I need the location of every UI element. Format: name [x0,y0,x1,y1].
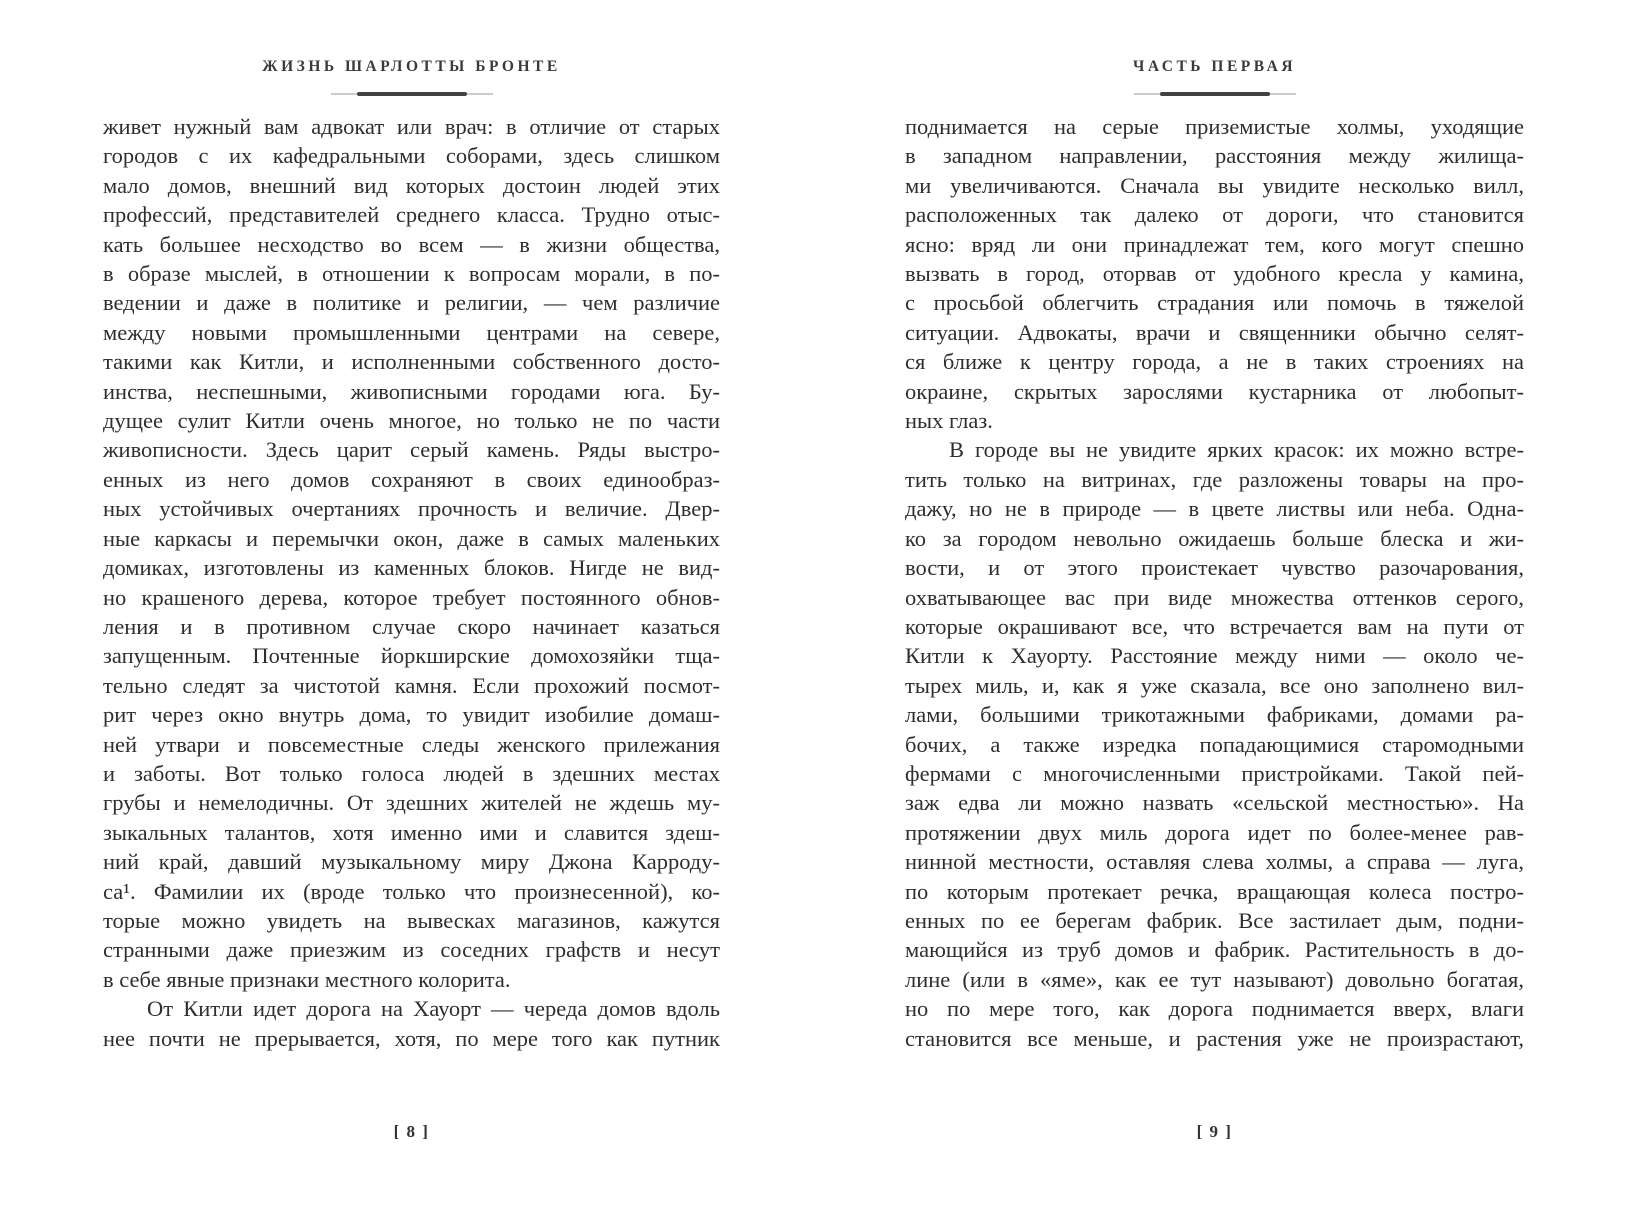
text-line: ясно: вряд ли они принадлежат тем, кого могут спешно [905,231,1524,257]
text-line: ных устойчивых очертаниях прочность и величие. Двер- [103,496,720,522]
paragraph [905,112,1524,435]
text-line: фермами с многочисленными пристройками. Такой пей- [905,760,1524,786]
text-line: ведении и даже в политике и религии, — чем различие [103,290,720,316]
text-line: которые окрашивают все, что встречается вам на пути от [905,613,1524,639]
right-page [905,0,1524,1230]
text-line: городов с их кафедральными соборами, здесь слишком [103,143,720,169]
text-line: лине (или в «яме», как ее тут называют) довольно богатая, [905,966,1524,992]
text-line: ней утвари и повсеместные следы женского прилежания [103,731,720,757]
text-line: в образе мыслей, в отношении к вопросам морали, в по- [103,261,720,287]
text-line: и заботы. Вот только голоса людей в здешних местах [103,760,720,786]
text-line: охватывающее вас при виде множества оттенков серого, [905,584,1524,610]
running-head-book-title: ЖИЗНЬ ШАРЛОТТЫ БРОНТЕ [262,58,561,75]
text-line: мающийся из труб домов и фабрик. Растительность в до- [905,937,1524,963]
text-line: такими как Китли, и исполненными собственного досто- [103,349,720,375]
text-line: странными даже приезжим из соседних графств и несут [103,937,720,963]
text-line: ко за городом невольно ожидаешь больше блеска и жи- [905,525,1524,551]
rule-dark-line [1160,92,1270,96]
text-line: окраине, скрытых зарослями кустарника от любопыт- [905,378,1524,404]
text-line: са¹. Фамилии их (вроде только что произнесенной), ко- [103,878,720,904]
text-line: в западном направлении, расстояния между жилища- [905,143,1524,169]
right-page-text [905,112,1524,1053]
text-line: заж едва ли можно назвать «сельской местностью». На [905,790,1524,816]
text-line: поднимается на серые приземистые холмы, уходящие [905,114,1524,139]
text-line: лами, большими трикотажными фабриками, домами ра- [905,702,1524,728]
text-line: рит через окно внутрь дома, то увидит изобилие домаш- [103,702,720,728]
header-rule-ornament [1134,92,1296,96]
text-line: с просьбой облегчить страдания или помочь в тяжелой [905,290,1524,316]
left-page [103,0,720,1230]
text-line: расположенных так далеко от дороги, что становится [905,202,1524,228]
text-line: кать большее несходство во всем — в жизни общества, [103,231,720,257]
text-line: ся ближе к центру города, а не в таких строениях на [905,349,1524,375]
text-line: енных по ее берегам фабрик. Все застилает дым, подни- [905,907,1524,933]
text-line: живет нужный вам адвокат или врач: в отличие от старых [103,114,720,139]
paragraph [103,994,720,1053]
text-line: тельно следят за чистотой камня. Если прохожий посмот- [103,672,720,698]
text-line: вости, и от этого проистекает чувство разочарования, [905,555,1524,581]
header-rule-ornament [331,92,493,96]
text-line: запущенным. Почтенные йоркширские домохозяйки тща- [103,643,720,669]
text-line: От Китли идет дорога на Хауорт — череда домов вдоль [147,996,720,1022]
paragraph [103,112,720,994]
left-page-text [103,112,720,1053]
text-line: живописности. Здесь царит серый камень. Ряды выстро- [103,437,720,463]
text-line: нее почти не прерывается, хотя, по мере того как путник [103,1025,720,1051]
text-line: енных из него домов сохраняют в своих единообраз- [103,466,720,492]
running-head-part-title: ЧАСТЬ ПЕРВАЯ [1132,58,1297,75]
text-line: но по мере того, как дорога поднимается вверх, влаги [905,996,1524,1022]
text-line: тить только на витринах, где разложены товары на про- [905,466,1524,492]
text-line: дажу, но не в природе — в цвете листвы или неба. Одна- [905,496,1524,522]
text-line: домиках, изготовлены из каменных блоков. Нигде не вид- [103,555,720,581]
text-line: инства, неспешными, живописными городами юга. Бу- [103,378,720,404]
text-line: мало домов, внешний вид которых достоин людей этих [103,172,720,198]
text-line: в себе явные признаки местного колорита. [103,966,511,992]
page-number-left: [ 8 ] [393,1122,430,1141]
rule-dark-line [357,92,467,96]
text-line: по которым протекает речка, вращающая колеса постро- [905,878,1524,904]
text-line: ления и в противном случае скоро начинает казаться [103,613,720,639]
text-line: нинной местности, оставляя слева холмы, а справа — луга, [905,849,1524,875]
text-line: профессий, представителей среднего класса. Трудно отыс- [103,202,720,228]
text-line: между новыми промышленными центрами на севере, [103,319,720,345]
text-line: торые можно увидеть на вывесках магазинов, кажутся [103,907,720,933]
page-number-right: [ 9 ] [1196,1122,1233,1141]
text-line: ные каркасы и перемычки окон, даже в самых маленьких [103,525,720,551]
paragraph [905,435,1524,1053]
text-line: ситуации. Адвокаты, врачи и священники обычно селят- [905,319,1524,345]
text-line: вызвать в город, оторвав от удобного кресла у камина, [905,261,1524,287]
text-line: тырех миль, и, как я уже сказала, все оно заполнено вил- [905,672,1524,698]
text-line: ных глаз. [905,408,993,434]
text-line: зыкальных талантов, хотя именно ими и славится здеш- [103,819,720,845]
text-line: грубы и немелодичны. От здешних жителей не ждешь му- [103,790,720,816]
text-line: протяжении двух миль дорога идет по более-менее рав- [905,819,1524,845]
text-line: ми увеличиваются. Сначала вы увидите несколько вилл, [905,172,1524,198]
text-line: но крашеного дерева, которое требует постоянного обнов- [103,584,720,610]
text-line: бочих, а также изредка попадающимися старомодными [905,731,1524,757]
text-line: В городе вы не увидите ярких красок: их можно встре- [949,437,1524,463]
text-line: становится все меньше, и растения уже не произрастают, [905,1025,1524,1051]
text-line: Китли к Хауорту. Расстояние между ними — около че- [905,643,1524,669]
text-line: дущее сулит Китли очень многое, но только не по части [103,408,720,434]
text-line: ний край, давший музыкальному миру Джона Карроду- [103,849,720,875]
